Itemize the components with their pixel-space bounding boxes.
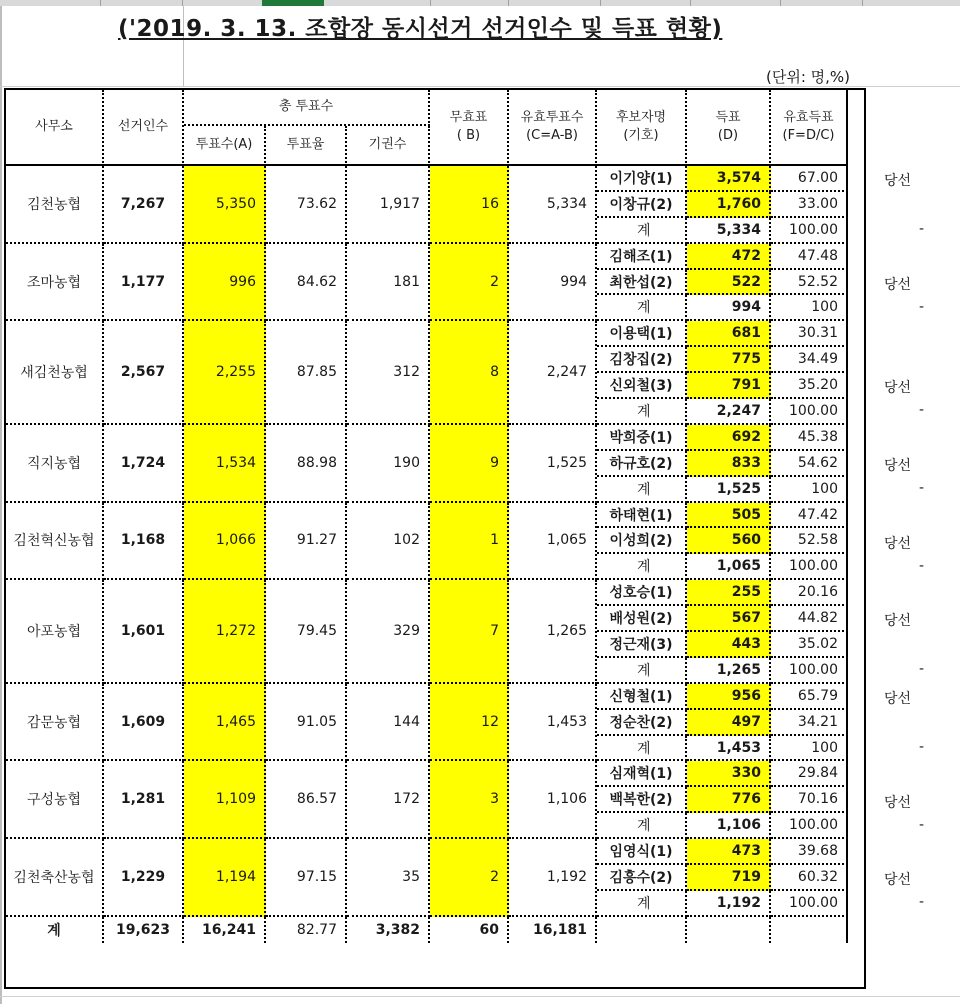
candidate-rate: 65.79: [771, 684, 848, 710]
candidate-rate: 29.84: [771, 761, 848, 787]
subtotal-rate: 100.00: [771, 891, 848, 917]
header-office: 사무소: [6, 90, 104, 166]
electors-value: 2,567: [104, 321, 184, 425]
subtotal-rate: 100: [771, 736, 848, 762]
abstain-value: 102: [347, 503, 430, 581]
subtotal-rate: 100.00: [771, 554, 848, 580]
abstain-value: 181: [347, 244, 430, 322]
votes-a-value: 1,534: [184, 425, 266, 503]
total-empty: [771, 917, 848, 943]
turnout-value: 86.57: [266, 761, 347, 839]
subtotal-votes: 1,525: [687, 477, 771, 503]
office-name: 김천축산농협: [6, 839, 104, 917]
dash-mark: -: [919, 298, 925, 315]
winner-label: 당선: [884, 535, 912, 552]
candidate-name: 배성원(2): [597, 606, 687, 632]
votes-a-value: 1,194: [184, 839, 266, 917]
abstain-value: 312: [347, 321, 430, 425]
candidate-name: 이창규(2): [597, 192, 687, 218]
selected-column-marker: [262, 0, 324, 6]
election-results-table: [4, 88, 866, 989]
subtotal-votes: 1,192: [687, 891, 771, 917]
winner-label: 당선: [884, 380, 912, 397]
subtotal-label: 계: [597, 218, 687, 244]
subtotal-label: 계: [597, 399, 687, 425]
sheet-gridline: [0, 996, 960, 997]
electors-value: 1,724: [104, 425, 184, 503]
invalid-value: 9: [430, 425, 509, 503]
office-name: 아포농협: [6, 580, 104, 684]
unit-note: (단위: 명,%): [766, 68, 851, 86]
total-valid: 16,181: [509, 917, 597, 943]
candidate-name: 정순찬(2): [597, 710, 687, 736]
office-name: 구성농협: [6, 761, 104, 839]
electors-value: 1,601: [104, 580, 184, 684]
candidate-name: 김해조(1): [597, 244, 687, 270]
subtotal-votes: 1,265: [687, 658, 771, 684]
candidate-rate: 67.00: [771, 166, 848, 192]
candidate-votes: 560: [687, 528, 771, 554]
candidate-name: 성호승(1): [597, 580, 687, 606]
office-name: 직지농협: [6, 425, 104, 503]
invalid-value: 8: [430, 321, 509, 425]
header-valid: 유효투표수 (C=A-B): [509, 90, 597, 166]
turnout-value: 84.62: [266, 244, 347, 322]
header-abstain: 기권수: [347, 126, 430, 166]
candidate-name: 김창집(2): [597, 347, 687, 373]
subtotal-votes: 994: [687, 295, 771, 321]
candidate-rate: 20.16: [771, 580, 848, 606]
candidate-rate: 35.20: [771, 373, 848, 399]
turnout-value: 97.15: [266, 839, 347, 917]
invalid-value: 2: [430, 244, 509, 322]
candidate-votes: 791: [687, 373, 771, 399]
subtotal-rate: 100: [771, 477, 848, 503]
subtotal-label: 계: [597, 295, 687, 321]
abstain-value: 172: [347, 761, 430, 839]
valid-value: 1,065: [509, 503, 597, 581]
winner-label: 당선: [884, 872, 912, 889]
candidate-votes: 681: [687, 321, 771, 347]
dash-mark: -: [919, 738, 925, 755]
dash-mark: -: [919, 557, 925, 574]
candidate-name: 이성희(2): [597, 528, 687, 554]
candidate-votes: 776: [687, 787, 771, 813]
subtotal-rate: 100: [771, 295, 848, 321]
votes-a-value: 1,272: [184, 580, 266, 684]
candidate-rate: 44.82: [771, 606, 848, 632]
invalid-value: 3: [430, 761, 509, 839]
candidate-votes: 330: [687, 761, 771, 787]
valid-value: 1,106: [509, 761, 597, 839]
subtotal-votes: 1,106: [687, 813, 771, 839]
subtotal-label: 계: [597, 736, 687, 762]
candidate-name: 하규호(2): [597, 451, 687, 477]
total-empty: [597, 917, 687, 943]
office-name: 김천혁신농협: [6, 503, 104, 581]
dash-mark: -: [919, 816, 925, 833]
subtotal-votes: 1,453: [687, 736, 771, 762]
votes-a-value: 1,465: [184, 684, 266, 762]
winner-label: 당선: [884, 691, 912, 707]
winner-label: 당선: [884, 173, 912, 189]
candidate-name: 심재혁(1): [597, 761, 687, 787]
header-rate: 유효득표 (F=D/C): [771, 90, 848, 166]
votes-a-value: 1,109: [184, 761, 266, 839]
candidate-votes: 775: [687, 347, 771, 373]
winner-label: 당선: [884, 794, 912, 811]
candidate-rate: 60.32: [771, 865, 848, 891]
abstain-value: 35: [347, 839, 430, 917]
candidate-votes: 443: [687, 632, 771, 658]
dash-mark: -: [919, 220, 925, 237]
candidate-votes: 1,760: [687, 192, 771, 218]
candidate-rate: 52.58: [771, 528, 848, 554]
invalid-value: 16: [430, 166, 509, 244]
header-turnout: 투표율: [266, 126, 347, 166]
candidate-votes: 522: [687, 270, 771, 296]
candidate-rate: 39.68: [771, 839, 848, 865]
subtotal-label: 계: [597, 477, 687, 503]
winner-label: 당선: [884, 613, 912, 630]
subtotal-label: 계: [597, 554, 687, 580]
valid-value: 1,525: [509, 425, 597, 503]
candidate-rate: 34.49: [771, 347, 848, 373]
sheet-left-edge: [0, 0, 2, 1004]
office-name: 김천농협: [6, 166, 104, 244]
valid-value: 1,265: [509, 580, 597, 684]
candidate-rate: 52.52: [771, 270, 848, 296]
subtotal-votes: 1,065: [687, 554, 771, 580]
office-name: 감문농협: [6, 684, 104, 762]
valid-value: 1,192: [509, 839, 597, 917]
candidate-rate: 45.38: [771, 425, 848, 451]
invalid-value: 12: [430, 684, 509, 762]
candidate-name: 신형철(1): [597, 684, 687, 710]
turnout-value: 91.05: [266, 684, 347, 762]
votes-a-value: 2,255: [184, 321, 266, 425]
invalid-value: 7: [430, 580, 509, 684]
candidate-name: 이용택(1): [597, 321, 687, 347]
abstain-value: 190: [347, 425, 430, 503]
candidate-votes: 472: [687, 244, 771, 270]
subtotal-rate: 100.00: [771, 658, 848, 684]
turnout-value: 73.62: [266, 166, 347, 244]
candidate-votes: 719: [687, 865, 771, 891]
electors-value: 1,168: [104, 503, 184, 581]
electors-value: 1,229: [104, 839, 184, 917]
sheet-column-header-strip: [0, 0, 960, 6]
candidate-name: 정근재(3): [597, 632, 687, 658]
dash-mark: -: [919, 402, 925, 419]
candidate-votes: 3,574: [687, 166, 771, 192]
candidate-votes: 567: [687, 606, 771, 632]
header-candidate: 후보자명 (기호): [597, 90, 687, 166]
subtotal-votes: 5,334: [687, 218, 771, 244]
total-turnout: 82.77: [266, 917, 347, 943]
candidate-rate: 47.42: [771, 503, 848, 529]
votes-a-value: 5,350: [184, 166, 266, 244]
votes-a-value: 996: [184, 244, 266, 322]
invalid-value: 1: [430, 503, 509, 581]
candidate-rate: 35.02: [771, 632, 848, 658]
candidate-votes: 505: [687, 503, 771, 529]
candidate-rate: 70.16: [771, 787, 848, 813]
turnout-value: 88.98: [266, 425, 347, 503]
valid-value: 5,334: [509, 166, 597, 244]
candidate-name: 이기양(1): [597, 166, 687, 192]
dash-mark: -: [919, 894, 925, 911]
candidate-rate: 34.21: [771, 710, 848, 736]
candidate-votes: 833: [687, 451, 771, 477]
candidate-name: 하태현(1): [597, 503, 687, 529]
header-votes-a: 투표수(A): [184, 126, 266, 166]
candidate-votes: 255: [687, 580, 771, 606]
total-empty: [687, 917, 771, 943]
valid-value: 994: [509, 244, 597, 322]
header-electors: 선거인수: [104, 90, 184, 166]
turnout-value: 87.85: [266, 321, 347, 425]
candidate-name: 임영식(1): [597, 839, 687, 865]
turnout-value: 91.27: [266, 503, 347, 581]
subtotal-rate: 100.00: [771, 399, 848, 425]
candidate-votes: 692: [687, 425, 771, 451]
winner-label: 당선: [884, 276, 912, 293]
candidate-rate: 33.00: [771, 192, 848, 218]
electors-value: 1,281: [104, 761, 184, 839]
header-invalid: 무효표 ( B): [430, 90, 509, 166]
total-invalid: 60: [430, 917, 509, 943]
invalid-value: 2: [430, 839, 509, 917]
candidate-name: 최한섭(2): [597, 270, 687, 296]
total-abstain: 3,382: [347, 917, 430, 943]
total-electors: 19,623: [104, 917, 184, 943]
electors-value: 1,177: [104, 244, 184, 322]
dash-mark: -: [919, 479, 925, 496]
subtotal-label: 계: [597, 891, 687, 917]
abstain-value: 1,917: [347, 166, 430, 244]
votes-a-value: 1,066: [184, 503, 266, 581]
electors-value: 7,267: [104, 166, 184, 244]
candidate-rate: 47.48: [771, 244, 848, 270]
candidate-votes: 956: [687, 684, 771, 710]
page-title: ('2019. 3. 13. 조합장 동시선거 선거인수 및 득표 현황): [118, 16, 723, 42]
candidate-votes: 473: [687, 839, 771, 865]
candidate-rate: 54.62: [771, 451, 848, 477]
candidate-name: 김흥수(2): [597, 865, 687, 891]
candidate-name: 박희중(1): [597, 425, 687, 451]
electors-value: 1,609: [104, 684, 184, 762]
valid-value: 2,247: [509, 321, 597, 425]
candidate-rate: 30.31: [771, 321, 848, 347]
winner-label: 당선: [884, 457, 912, 474]
turnout-value: 79.45: [266, 580, 347, 684]
abstain-value: 329: [347, 580, 430, 684]
total-votes: 16,241: [184, 917, 266, 943]
dash-mark: -: [919, 661, 925, 678]
total-label: 계: [6, 917, 104, 943]
candidate-votes: 497: [687, 710, 771, 736]
subtotal-rate: 100.00: [771, 218, 848, 244]
valid-value: 1,453: [509, 684, 597, 762]
candidate-name: 백복한(2): [597, 787, 687, 813]
subtotal-rate: 100.00: [771, 813, 848, 839]
subtotal-label: 계: [597, 813, 687, 839]
office-name: 새김천농협: [6, 321, 104, 425]
header-votes-got: 득표 (D): [687, 90, 771, 166]
candidate-name: 신외철(3): [597, 373, 687, 399]
header-total-votes: 총 투표수: [184, 90, 430, 126]
subtotal-label: 계: [597, 658, 687, 684]
abstain-value: 144: [347, 684, 430, 762]
subtotal-votes: 2,247: [687, 399, 771, 425]
office-name: 조마농협: [6, 244, 104, 322]
